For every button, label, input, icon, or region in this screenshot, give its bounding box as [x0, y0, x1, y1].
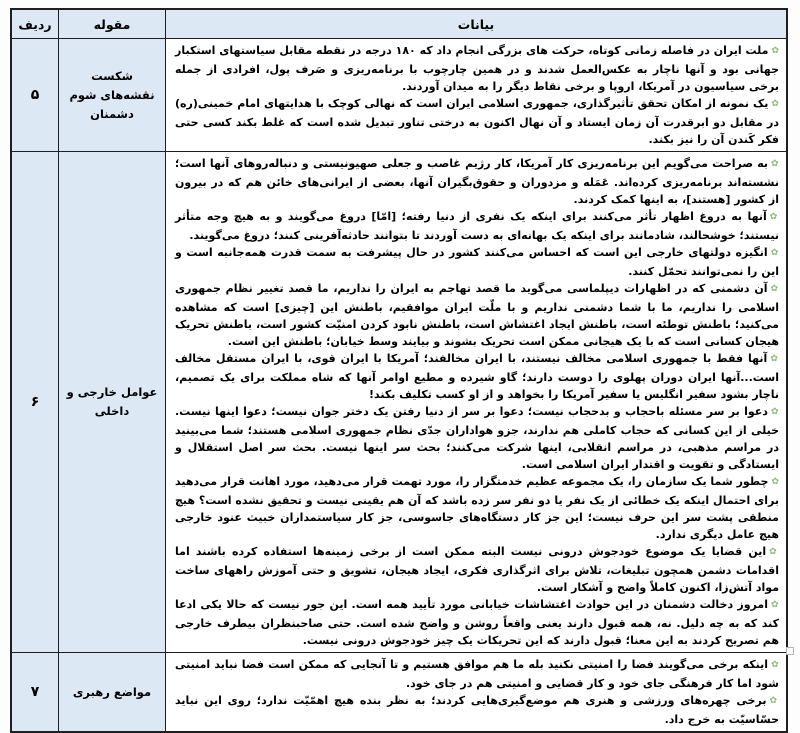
paragraph-text: یک نمونه از امکان تحقق تأثیرگذاری، جمهوری اسلامی ایران است که نهالی کوچک با هدایتهای امام خمینی(ره) در مقابل دو ابرقدرت آن زمان ایستاد و آن نهال اکنون به درختی تناور تبدیل شده است که غلط بکند کسی حتی فکر کَندن آن را نیز بکند.	[175, 97, 779, 146]
category-cell: عوامل خارجی و داخلی	[59, 152, 166, 653]
stray-caret-square	[786, 647, 794, 655]
statement-paragraph	[175, 656, 779, 692]
statements-table	[10, 8, 788, 733]
header-row	[11, 9, 787, 39]
flower-bullet-icon: ✿	[771, 477, 779, 487]
statement-paragraph	[175, 95, 779, 148]
paragraph-text: به صراحت می‌گویم این برنامه‌ریزی کار آمریکا، کار رژیم غاصب و جعلی صهیونیستی و دنباله‌روهای آنها است؛ نشسته‌اند برنامه‌ریزی کرده‌اند. عَمَله و مزدوران و حقوق‌بگیران آنها، بعضی از ایرانی‌های خائن هم که در بیرون از کشور [هستند]، به اینها کمک کردند.	[175, 157, 779, 206]
flower-bullet-icon: ✿	[770, 248, 779, 258]
paragraph-text: اینکه برخی می‌گویند فضا را امنیتی نکنید بله ما هم موافق هستیم و تا آنجایی که ممکن است فضا نباید امنیتی شود اما کار فرهنگی جای خود و کار قضایی و امنیتی هم در جای خود.	[175, 658, 779, 690]
flower-bullet-icon: ✿	[769, 696, 779, 706]
category-cell: شکست نقشه‌های شوم دشمنان	[59, 39, 166, 152]
flower-bullet-icon: ✿	[771, 46, 780, 56]
flower-bullet-icon: ✿	[771, 159, 780, 169]
statement-paragraph	[175, 155, 779, 208]
statement-paragraph	[175, 244, 779, 280]
statements-cell	[166, 39, 788, 152]
paragraph-text: آنها فقط با جمهوری اسلامی مخالف نیستند، با ایران مخالفند؛ آمریکا با ایران قوی، با ایران مستقل مخالف است...آنها ایران دوران پهلوی را دوست دارند؛ گاو شیرده و مطیع اوامر آنها که شاه مملکت برای یک تصمیم، ناچار بشود سفیر انگلیس یا سفیر آمریکا را بخواهد و از او کسب تکلیف بکند!	[175, 352, 779, 401]
paragraph-text: این قضایا یک موضوع خودجوش درونی نیست البته ممکن است از برخی زمینه‌ها استفاده کرده باشند اما اقدامات دشمن همچون تبلیغات، تلاش برای اثرگذاری فکری، ایجاد هیجان، تشویق و حتی آموزش راههای ساخت مواد آتش‌زا، اکنون کاملاً واضح و آشکار است.	[175, 545, 779, 594]
flower-bullet-icon: ✿	[771, 660, 779, 670]
flower-bullet-icon: ✿	[770, 407, 780, 417]
paragraph-text: انگیزه دولتهای خارجی این است که احساس می‌کنند کشور در حال پیشرفت به سمت قدرت همه‌جانبه است و این را نمی‌توانند تحمّل کنند.	[175, 246, 779, 278]
table-header	[11, 9, 787, 39]
statement-paragraph	[175, 350, 779, 403]
flower-bullet-icon: ✿	[769, 547, 779, 557]
paragraph-text: برخی چهره‌های ورزشی و هنری هم موضع‌گیری‌هایی کردند؛ به نظر بنده هیچ اهمّیّت ندارد؛ روی این نباید حسّاسیّت به خرج داد.	[175, 694, 779, 726]
flower-bullet-icon: ✿	[770, 284, 779, 294]
paragraph-text: آن دشمنی که در اظهارات دیپلماسی می‌گوید ما قصد تهاجم به ایران را نداریم، ما قصد تغییر نظام جمهوری اسلامی را نداریم، ما با شما دشمنی نداریم و با ملّت ایران موافقیم، باطنش این [چیزی] است که مشاهده می‌کنید؛ باطنش توطئه است، باطنش ایجاد اغتشاش است، باطنش نابود کردن امنیّت کشور است، باطنش تحریک هیجان کسانی است که با یک هیجانی ممکن است تحریک بشوند و بیایند وسط خیابان؛ باطنش این است.	[175, 282, 779, 348]
paragraph-text: ملت ایران در فاصله زمانی کوتاه، حرکت های بزرگی انجام داد که ۱۸۰ درجه در نقطه مقابل سیاستهای استکبار جهانی بود و آنها ناچار به عکس‌العمل شدند و در همین چارچوب با برنامه‌ریزی و صَرف پول، افرادی از جمله برخی سیاسیون در آمریکا، اروپا و برخی نقاط دیگر را به میدان آوردند.	[175, 44, 779, 93]
table-row	[11, 653, 787, 733]
header-statements: بيانات	[166, 9, 788, 39]
flower-bullet-icon: ✿	[770, 600, 779, 610]
table-row	[11, 152, 787, 653]
statements-cell	[166, 152, 788, 653]
paragraph-text: دعوا بر سر مسئله باحجاب و بدحجاب نیست؛ دعوا بر سر از دنیا رفتن یک دختر جوان نیست؛ دعوا اینها نیست. خیلی از این کسانی که حجاب کاملی هم ندارند، جزو هواداران جدّی نظام جمهوری اسلامی هستند؛ شما می‌بینید در مراسم مذهبی، در مراسم انقلابی، اینها شرکت می‌کنند؛ بحث سر اینها نیست. بحث سر اصل استقلال و ایستادگی و تقویت و اقتدار ایران اسلامی است.	[175, 405, 779, 471]
paragraph-text: چطور شما یک سازمان را، یک مجموعه عظیم خدمتگزار را، مورد تهمت قرار می‌دهید، مورد اهانت قرار می‌دهید برای احتمال اینکه یک خطائی از یک نفر یا دو نفر سر زده باشد که آن هم یقینی نیست و تحقیق نشده است؟ هیچ منطقی پشت سر این حرف نیست؛ این جز کار دستگاه‌های جاسوسی، جز کار سیاستمداران خبیث عنود خارجی هیچ عامل دیگری ندارد.	[175, 475, 779, 541]
statement-paragraph	[175, 280, 779, 350]
category-cell: مواضع رهبری	[59, 653, 166, 733]
paragraph-list	[166, 653, 786, 731]
paragraph-list	[166, 39, 786, 151]
statement-paragraph	[175, 596, 779, 649]
statement-paragraph	[175, 208, 779, 244]
statement-paragraph	[175, 692, 779, 728]
statement-paragraph	[175, 42, 779, 95]
paragraph-text: آنها به دروغ اظهار تأثر می‌کنند برای اینکه یک نفری از دنیا رفته؛ [امّا] دروغ می‌گویند و به هیچ وجه متأثر نیستند؛ خوشحالند، شادمانند برای اینکه یک بهانه‌ای به دست آوردند تا بتوانند حادثه‌آفرینی کنند؛ دروغ می‌گویند.	[175, 210, 779, 242]
flower-bullet-icon: ✿	[769, 212, 779, 222]
header-row-number: رديف	[11, 9, 59, 39]
statements-cell	[166, 653, 788, 733]
flower-bullet-icon: ✿	[771, 99, 779, 109]
statement-paragraph	[175, 403, 779, 473]
row-number-cell: ۷	[11, 653, 59, 733]
row-number-cell: ۵	[11, 39, 59, 152]
flower-bullet-icon: ✿	[770, 354, 779, 364]
table-body	[11, 39, 787, 733]
paragraph-list	[166, 152, 786, 652]
paragraph-text: امروز دخالت دشمنان در این حوادث اغتشاشات خیابانی مورد تأیید همه است. این جور نیست که حالا یکی ادعا کند که به چه دلیل. نه، همه قبول دارند یعنی واقعاً روشن و واضح شده است. حتی صاحبنظران بیطرف خارجی هم تصریح کردند به این معنا؛ قبول دارند که این تحریکات یک چیز خودجوش درونی نیست.	[175, 598, 779, 647]
statement-paragraph	[175, 543, 779, 596]
row-number-cell: ۶	[11, 152, 59, 653]
header-category: مقوله	[59, 9, 166, 39]
statement-paragraph	[175, 473, 779, 543]
table-row	[11, 39, 787, 152]
